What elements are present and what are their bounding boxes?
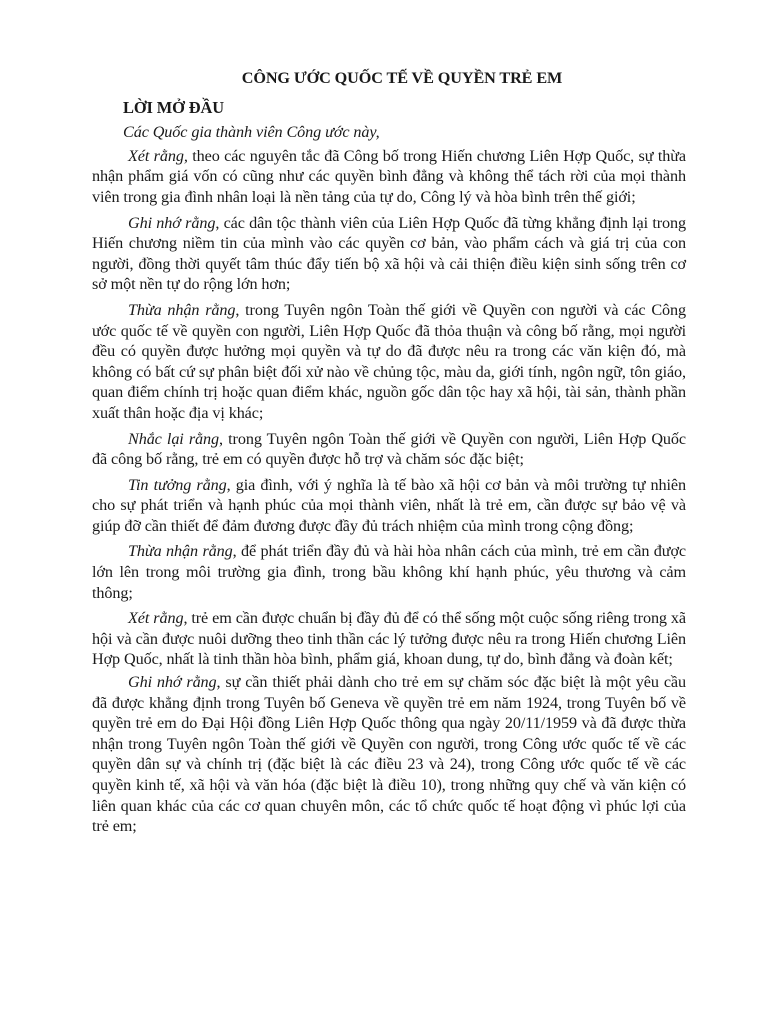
paragraph-lead: Thừa nhận rằng xyxy=(128,542,233,561)
preamble-paragraph xyxy=(92,672,686,837)
document-page xyxy=(92,68,686,842)
paragraph-text: , trong Tuyên ngôn Toàn thế giới về Quyền con người và các Công ước quốc tế về quyền con người, Liên Hợp Quốc đã thỏa thuận và công bố rằng, mọi người đều có quyền được hưởng mọi quyền và tự do đã được nêu ra trong các văn kiện đó, mà không có bất cứ sự phân biệt đối xử nào về chủng tộc, màu da, giới tính, ngôn ngữ, tôn giáo, quan điểm chính trị hoặc quan điểm khác, nguồn gốc dân tộc hay xã hội, tài sản, thành phần xuất thân hoặc địa vị khác; xyxy=(92,300,687,422)
paragraph-lead: Xét rằng xyxy=(128,609,184,628)
preamble-paragraph xyxy=(92,541,686,603)
paragraph-text: , để phát triển đầy đủ và hài hòa nhân cách của mình, trẻ em cần được lớn lên trong môi trường gia đình, trong bầu không khí hạnh phúc, yêu thương và cảm thông; xyxy=(92,542,686,602)
preamble-paragraph xyxy=(92,146,686,208)
preamble-paragraph xyxy=(92,213,686,295)
paragraph-lead: Xét rằng, xyxy=(128,146,188,165)
paragraph-lead: Nhắc lại rằng xyxy=(128,429,220,448)
paragraph-lead: Ghi nhớ rằng xyxy=(128,213,216,232)
paragraph-text: , gia đình, với ý nghĩa là tế bào xã hội cơ bản và môi trường tự nhiên cho sự phát triển và hạnh phúc của mọi thành viên, nhất là trẻ em, cần được sự bảo vệ và giúp đỡ cần thiết để đảm đương được đầy đủ trách nhiệm của mình trong cộng đồng; xyxy=(92,475,687,535)
document-title: CÔNG ƯỚC QUỐC TẾ VỀ QUYỀN TRẺ EM xyxy=(241,69,563,87)
paragraph-text: , trẻ em cần được chuẩn bị đầy đủ để có thể sống một cuộc sống riêng trong xã hội và cần được nuôi dưỡng theo tinh thần các lý tưởng được nêu ra trong Hiến chương Liên Hợp Quốc, nhất là tinh thần hòa bình, phẩm giá, khoan dung, tự do, bình đẳng và đoàn kết; xyxy=(92,609,686,669)
paragraph-lead: Ghi nhớ rằng xyxy=(128,673,217,692)
paragraph-text: , trong Tuyên ngôn Toàn thế giới về Quyền con người, Liên Hợp Quốc đã công bố rằng, trẻ em có quyền được hỗ trợ và chăm sóc đặc biệt; xyxy=(92,429,686,469)
preamble-opening: Các Quốc gia thành viên Công ước này, xyxy=(123,123,380,142)
preamble-paragraph xyxy=(92,429,686,470)
preamble-paragraph xyxy=(92,300,686,424)
preamble-paragraph xyxy=(92,608,686,670)
section-heading: LỜI MỞ ĐẦU xyxy=(123,97,224,117)
paragraph-lead: Tin tưởng rằng xyxy=(128,475,227,494)
paragraph-text: , sự cần thiết phải dành cho trẻ em sự chăm sóc đặc biệt là một yêu cầu đã được khẳng định trong Tuyên bố Geneva về quyền trẻ em năm 1924, trong Tuyên bố về quyền trẻ em do Đại Hội đồng Liên Hợp Quốc thông qua ngày 20/11/1959 và đã được thừa nhận trong Tuyên ngôn Toàn thế giới về Quyền con người, trong Công ước quốc tế về các quyền dân sự và chính trị (đặc biệt là các điều 23 và 24), trong Công ước quốc tế về các quyền kinh tế, xã hội và văn hóa (đặc biệt là điều 10), trong những quy chế và văn kiện có liên quan khác của các cơ quan chuyên môn, các tổ chức quốc tế hoạt động vì phúc lợi của trẻ em; xyxy=(92,673,686,836)
paragraph-text: , các dân tộc thành viên của Liên Hợp Quốc đã từng khẳng định lại trong Hiến chương niềm tin của mình vào các quyền cơ bản, vào phẩm cách và giá trị của con người, đồng thời quyết tâm thúc đẩy tiến bộ xã hội và cải thiện điều kiện sinh sống trên cơ sở một nền tự do rộng lớn hơn; xyxy=(92,213,686,294)
paragraph-text: theo các nguyên tắc đã Công bố trong Hiến chương Liên Hợp Quốc, sự thừa nhận phẩm giá vốn có cũng như các quyền bình đẳng và không thể tách rời của mọi thành viên trong gia đình nhân loại là nền tảng của tự do, Công lý và hòa bình trên thế giới; xyxy=(92,146,686,206)
preamble-paragraph xyxy=(92,475,686,537)
paragraph-lead: Thừa nhận rằng xyxy=(128,300,236,319)
